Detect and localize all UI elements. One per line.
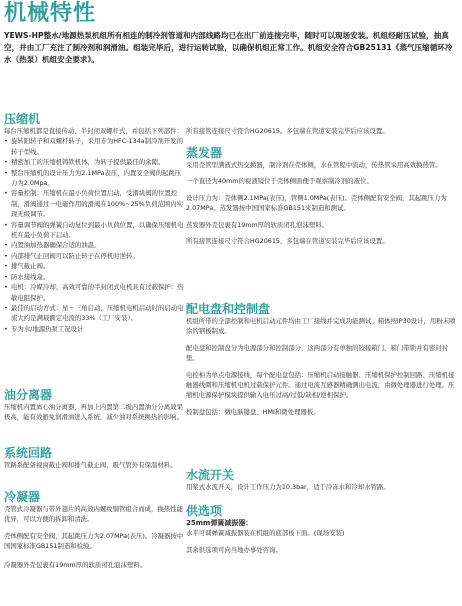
oil-separator-heading: 油分离器: [4, 388, 53, 402]
compressor-feature-list: [4, 136, 184, 334]
page-title: 机械特性: [4, 1, 97, 26]
list-item: • 内部排气止回阀可以防止转子在停机时逆转。: [4, 251, 184, 261]
panel-body-2: 配电盘和控制盘分为电源部分和控制部分，这两部分有单独的铰接箱门，箱门带锁并有密封衬垫。: [186, 343, 449, 363]
panel-section: [186, 302, 458, 417]
evaporator-heading: 蒸发器: [186, 146, 223, 160]
compressor-lead: 每台压缩机都是直接传动、半封闭双螺杆式，并包括下列部件：: [4, 127, 183, 135]
evaporator-body-5: 所有接管连接尺寸符合HG20615，多包端在管道安装完毕后应该设置。: [186, 237, 389, 246]
oil-separator-section: [4, 388, 184, 423]
list-item: • 防水接线盒。: [4, 272, 184, 282]
list-item: • 整台压缩机的设计压力为2.1MPa表压，内置安全阀的起跳压力为2.0Mpa。: [4, 168, 184, 189]
water-switch-section: [186, 468, 458, 492]
list-item: • 排气截止阀。: [4, 261, 184, 271]
evaporator-body-4: 蒸发器外壳包裹有19mm厚的软质闭孔泡沫塑料。: [186, 220, 329, 229]
panel-body-3: 电控柜为单点电源接线，每个配电盘包括：压缩机启动接触器、压缩机保护控制回路、压缩机接触器线圈和压缩机电机过载保护元件。通过电流互感器精确测出电流，由微处理器进行处理。压缩机电源保护模块提供输入电压过高/过低/缺相/逆相保护。: [186, 370, 455, 400]
condenser-section: [4, 490, 184, 570]
system-circuit-body: 管路系配备视窗截止阀和排气截止阀，吸气管外有保温材料。: [4, 461, 177, 469]
condenser-heading: 冷凝器: [4, 490, 41, 504]
options-subheading: 25mm弹簧减振器：: [186, 519, 253, 527]
evaporator-body-1: 采用壳管型满液式热交换器，制冷剂在壳体侧，水在管程中流动，传热管采用高效换热管。: [186, 161, 442, 169]
options-body-1: 水平可调弹簧减振器装在机组的底部板下面。(现场安装): [186, 529, 345, 538]
options-body-2: 其余供选项可向当地办事处咨询。: [186, 545, 282, 554]
panel-body-4: 控制盘包括：微电脑键盘、HMI和微处理器板。: [186, 407, 320, 416]
evaporator-section: [186, 146, 458, 246]
right-intro: [186, 126, 458, 136]
evaporator-body-3: 设计压力为：壳体侧2.1MPa(表压)，管侧1.0MPa(表压)。壳体侧配有安全阀，其起跳压力为2.07MPa。蒸发器按中国国家标准GB151来制造和测试。: [186, 193, 447, 213]
evaporator-body-2: 一个直径为40mm的视液镜位于壳体侧面便于观察制冷剂的液位。: [186, 177, 373, 186]
condenser-body-3: 冷凝器外壳包裹有19mm厚的软质闭孔泡沫塑料。: [4, 560, 147, 569]
water-switch-heading: 水流开关: [186, 468, 235, 482]
list-item: • 旋转阳转子和双螺杆转子，采用专为HFC-134a制冷剂开发的转子型线。: [4, 136, 184, 157]
oil-separator-body: 压缩机内置离心油分离器，再加上内置第二级内置油分分离效果极高，能有效避免润滑油进入系统，减少油对系统换热的影响。: [4, 403, 183, 422]
condenser-body-2: 壳体侧配有安全阀，其起跳压力为2.07MPa(表压)。冷凝器按中国国家标准GB151制造和检验。: [4, 531, 184, 551]
panel-heading: 配电盘和控制盘: [186, 302, 271, 316]
compressor-heading: 压缩机: [4, 112, 41, 126]
left-column: [4, 112, 184, 334]
list-item: • 电机：冷媒冷却、高效可靠的半封闭式电机具有过载保护：热敏电阻保护。: [4, 282, 184, 303]
list-item: • 最佳的启动方式：星－三角启动，压缩机电机启动时的启动电流大约是满载额定电流的33%（工厂安装）。: [4, 303, 184, 324]
condenser-body-1: 壳管式冷凝器与带外翅片的高效内螺纹铜管组合而成，换热性能优异，可以方便的拆卸和清洗。: [4, 505, 183, 524]
compressor-section: [4, 112, 184, 334]
list-item: • 容量调节阀的弹簧自动复位到最小负荷位置，以确保压缩机电机在最小负荷下启动。: [4, 220, 184, 241]
options-heading: 供选项: [186, 504, 223, 518]
list-item: • 专为水/地源热泵工况设计: [4, 324, 184, 334]
panel-body-1: 机组所带的全部控制和电机启动元件均由工厂接线并完成功能测试。箱体按IP30设计，用粉末喷涂的钢板制成。: [186, 317, 456, 336]
system-circuit-heading: 系统回路: [4, 446, 53, 460]
system-circuit-section: [4, 446, 184, 470]
connection-note: 所有接管连接尺寸符合HG20615。多包端在管道安装完毕后应该设置。: [186, 127, 389, 135]
intro-paragraph: YEWS-HP整水/地源热泵机组所有相连的制冷剂管道和内部线路均已在出厂前连接完毕，随时可以现场安装。机组经耐压试验，抽真空，并由工厂充注了制冷剂和润滑油。组装完毕后，进行运转试验，以确保机组正常工作。机组安全符合GB25131《蒸气压缩循环冷水（热泵）机组安全要求》。: [4, 31, 453, 65]
list-item: • 容量控制：压缩机在最小负荷位置启动，受滑块阀的位置控制，滑阀通过一电磁作用的滑阀在100%~25%负荷范围内实现无级调节。: [4, 188, 184, 219]
list-item: • 精密加工的压缩机铸铁机体，为转子提供最佳的余隙。: [4, 157, 184, 167]
water-switch-body: 用桨式水流开关，设计工作压力为10.3bar，适于冷冻水和冷却水管路。: [186, 483, 390, 491]
options-section: [186, 504, 458, 555]
list-item: • 内置油加热器确保合适的油温。: [4, 240, 184, 250]
